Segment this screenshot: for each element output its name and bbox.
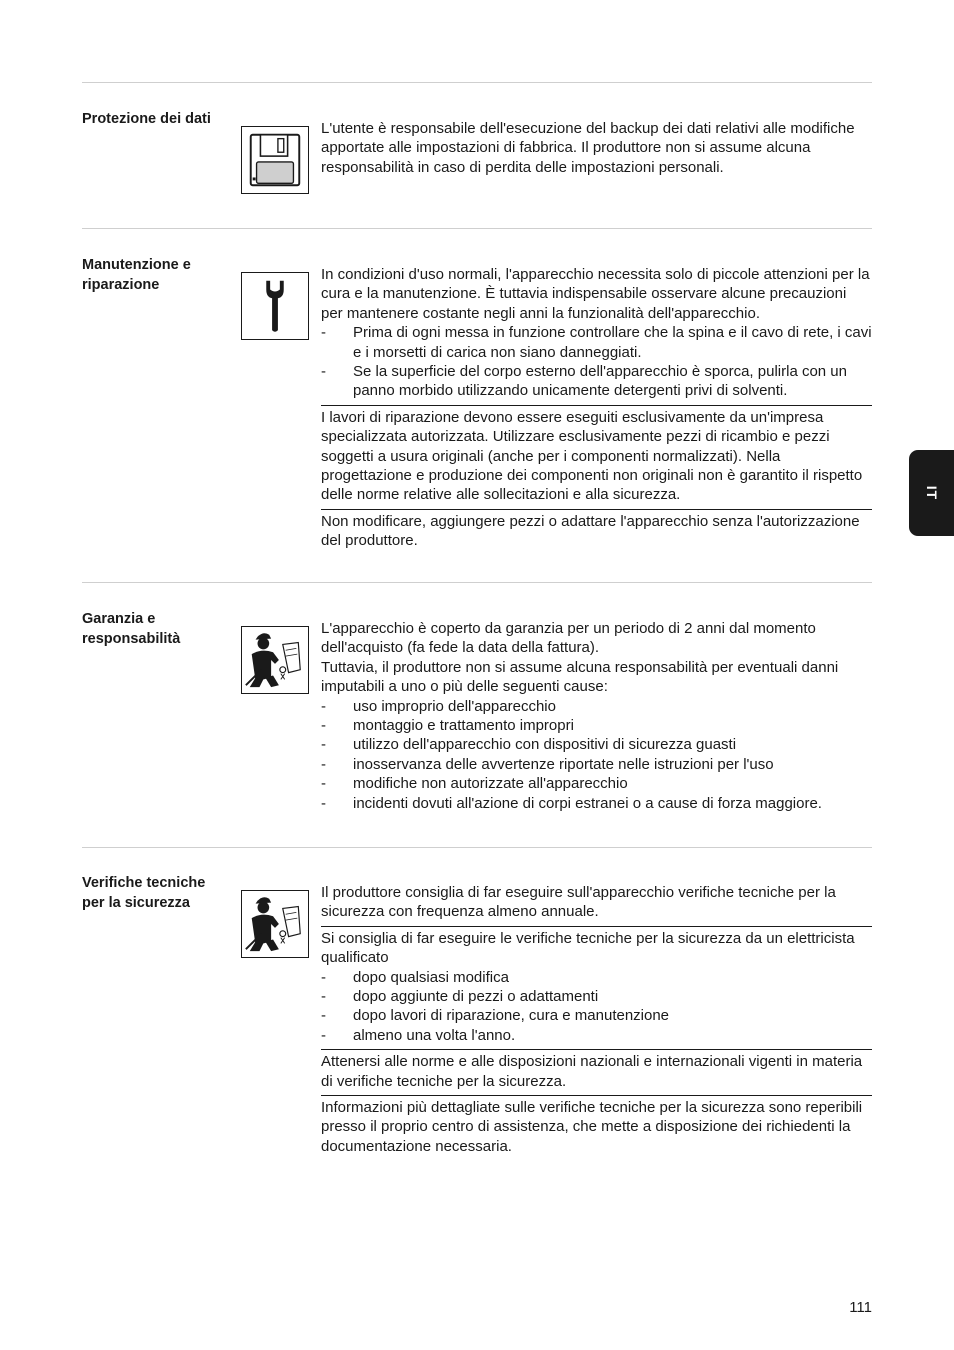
list-item: - Prima di ogni messa in funzione controllare che la spina e il cavo di rete, i cavi e i morsetti di carica non siano danneggiati. xyxy=(321,324,872,361)
list-marker: - xyxy=(321,363,326,381)
section-divider xyxy=(82,847,872,848)
list-item: - inosservanza delle avvertenze riportate nelle istruzioni per l'uso xyxy=(321,755,774,773)
intro-paragraph: In condizioni d'uso normali, l'apparecchio necessita solo di piccole attenzioni per la cura e la manutenzione. È tuttavia indispensabile osservare alcune precauzioni per mantenere costante negli anni la funzionalità dell'apparecchio. xyxy=(321,266,870,322)
paragraph: Informazioni più dettagliate sulle verifiche tecniche per la sicurezza sono reperibili presso il proprio centro di assistenza, che mette a disposizione dei richiedenti la documentazione necessaria. xyxy=(321,1099,863,1155)
section-content xyxy=(321,883,872,1156)
language-tab-label: IT xyxy=(923,485,940,501)
list-marker: - xyxy=(321,968,326,986)
list-item: - dopo qualsiasi modifica xyxy=(321,968,509,986)
maintenance-list xyxy=(321,323,872,401)
list-marker: - xyxy=(321,794,326,812)
list-item: - Se la superficie del corpo esterno dell'apparecchio è sporca, pulirla con un panno morbido utilizzando unicamente detergenti privi di solventi. xyxy=(321,363,847,400)
section-divider xyxy=(82,82,872,83)
language-tab xyxy=(909,450,954,536)
section-heading: Garanzia e responsabilità xyxy=(82,611,181,647)
list-item: - dopo lavori di riparazione, cura e manutenzione xyxy=(321,1007,670,1025)
list-marker: - xyxy=(321,1007,326,1025)
section-content xyxy=(321,265,872,551)
paragraph: Attenersi alle norme e alle disposizioni nazionali e internazionali vigenti in materia di verifiche tecniche per la sicurezza. xyxy=(321,1053,863,1090)
intro-paragraph: L'apparecchio è coperto da garanzia per un periodo di 2 anni dal momento dell'acquisto (fa fede la data della fattura). xyxy=(321,620,816,657)
list-marker: - xyxy=(321,775,326,793)
section-heading: Manutenzione e riparazione xyxy=(82,257,191,293)
list-marker: - xyxy=(321,717,326,735)
list-marker: - xyxy=(321,697,326,715)
list-marker: - xyxy=(321,736,326,754)
section-divider xyxy=(82,228,872,229)
paragraph: L'utente è responsabile dell'esecuzione del backup dei dati relativi alle modifiche apportate alle impostazioni di fabbrica. Il produttore non si assume alcuna responsabilità in caso di perdita delle impostazioni personali. xyxy=(321,120,855,176)
wrench-icon xyxy=(241,272,309,340)
list-item: - utilizzo dell'apparecchio con dispositivi di sicurezza guasti xyxy=(321,736,737,754)
floppy-disk-icon xyxy=(241,126,309,194)
list-marker: - xyxy=(321,755,326,773)
repair-paragraph: I lavori di riparazione devono essere eseguiti esclusivamente da un'impresa specializzata autorizzata. Utilizzare esclusivamente pezzi di ricambio e pezzi soggetti a usura originali (anche per i componenti normalizzati). Nella progettazione e produzione dei componenti non originali non è garantito il rispetto delle norme relative alle sollecitazioni e alla sicurezza. xyxy=(321,408,863,504)
technician-icon xyxy=(241,890,309,958)
section-heading: Protezione dei dati xyxy=(82,111,211,127)
section-content xyxy=(321,119,872,177)
safety-list xyxy=(321,968,872,1046)
intro-paragraph: Tuttavia, il produttore non si assume alcuna responsabilità per eventuali danni imputabili a uno o più delle seguenti cause: xyxy=(321,658,839,696)
list-item: - montaggio e trattamento impropri xyxy=(321,717,574,735)
list-item: - modifiche non autorizzate all'apparecchio xyxy=(321,775,628,793)
list-item: - uso improprio dell'apparecchio xyxy=(321,697,556,715)
paragraph: Il produttore consiglia di far eseguire sull'apparecchio verifiche tecniche per la sicurezza con frequenza almeno annuale. xyxy=(321,884,836,921)
section-content xyxy=(321,619,872,813)
section-divider xyxy=(82,582,872,583)
warranty-list xyxy=(321,697,872,813)
paragraph: Si consiglia di far eseguire le verifiche tecniche per la sicurezza da un elettricista qualificato xyxy=(321,929,855,967)
section-heading: Verifiche tecniche per la sicurezza xyxy=(82,875,206,911)
list-item: - almeno una volta l'anno. xyxy=(321,1026,516,1044)
modify-paragraph: Non modificare, aggiungere pezzi o adattare l'apparecchio senza l'autorizzazione del produttore. xyxy=(321,512,860,550)
list-marker: - xyxy=(321,1026,326,1044)
list-item: - incidenti dovuti all'azione di corpi estranei o a cause di forza maggiore. xyxy=(321,794,822,812)
list-marker: - xyxy=(321,988,326,1006)
list-item: - dopo aggiunte di pezzi o adattamenti xyxy=(321,988,599,1006)
list-marker: - xyxy=(321,324,326,342)
technician-icon xyxy=(241,626,309,694)
page-number: 111 xyxy=(849,1299,872,1316)
